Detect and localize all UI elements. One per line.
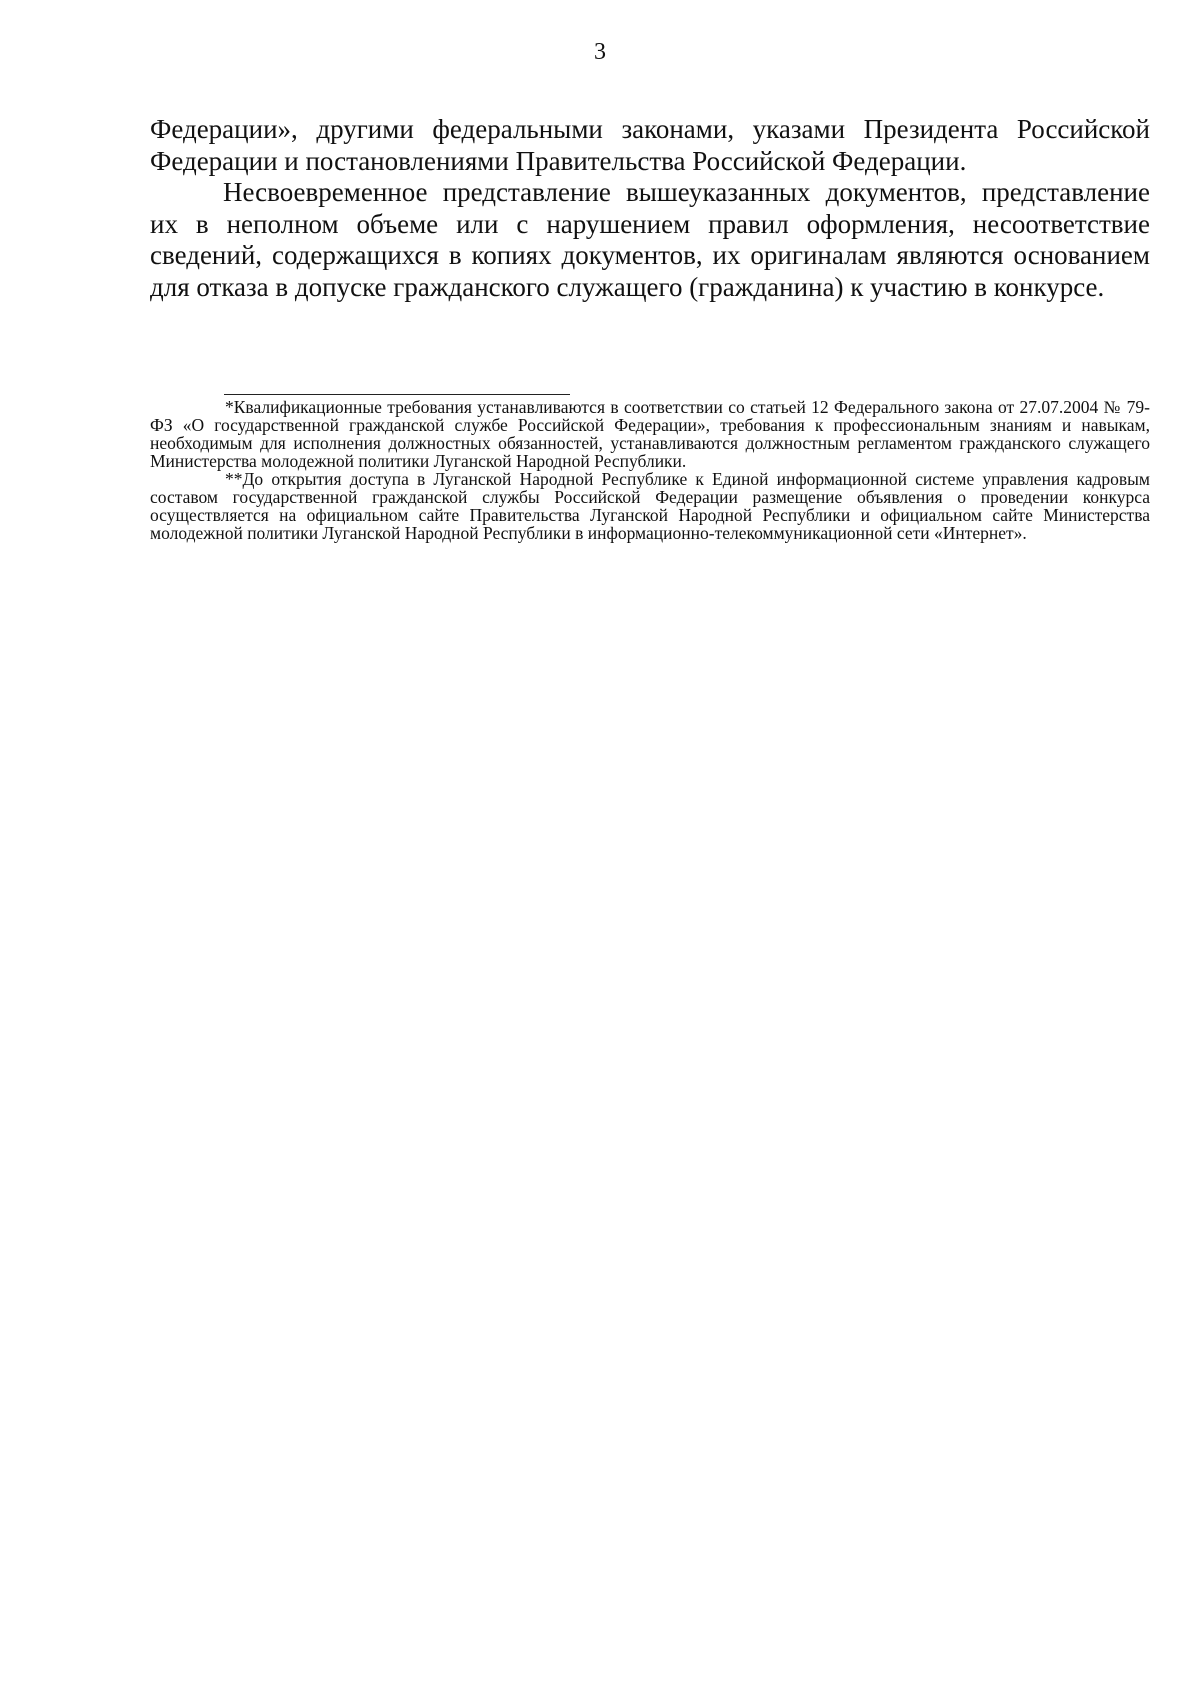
- footnote-announcement-placement: **До открытия доступа в Луганской Народной Республике к Единой информационной системе управления кадровым составом государственной гражданской службы Российской Федерации размещение объявления о проведении конкурса осуществляется на официальном сайте Правительства Луганской Народной Республики и официальном сайте Министерства молодежной политики Луганской Народной Республики в информационно-телекоммуникационной сети «Интернет».: [150, 469, 1150, 543]
- footnote-separator: [224, 394, 570, 395]
- body-paragraph-continuation: Федерации», другими федеральными законами, указами Президента Российской Федерации и постановлениями Правительства Российской Федерации.: [150, 114, 1150, 176]
- document-body: [150, 114, 1150, 303]
- footnotes: [150, 398, 1150, 542]
- footnote-qualification-requirements: *Квалификационные требования устанавливаются в соответствии со статьей 12 Федерального закона от 27.07.2004 № 79-ФЗ «О государственной гражданской службе Российской Федерации», требования к профессиональным знаниям и навыкам, необходимым для исполнения должностных обязанностей, устанавливаются должностным регламентом гражданского служащего Министерства молодежной политики Луганской Народной Республики.: [150, 397, 1150, 471]
- page-number: 3: [594, 39, 606, 65]
- body-paragraph-rejection-grounds: Несвоевременное представление вышеуказанных документов, представление их в неполном объеме или с нарушением правил оформления, несоответствие сведений, содержащихся в копиях документов, их оригиналам являются основанием для отказа в допуске гражданского служащего (гражданина) к участию в конкурсе.: [150, 177, 1150, 302]
